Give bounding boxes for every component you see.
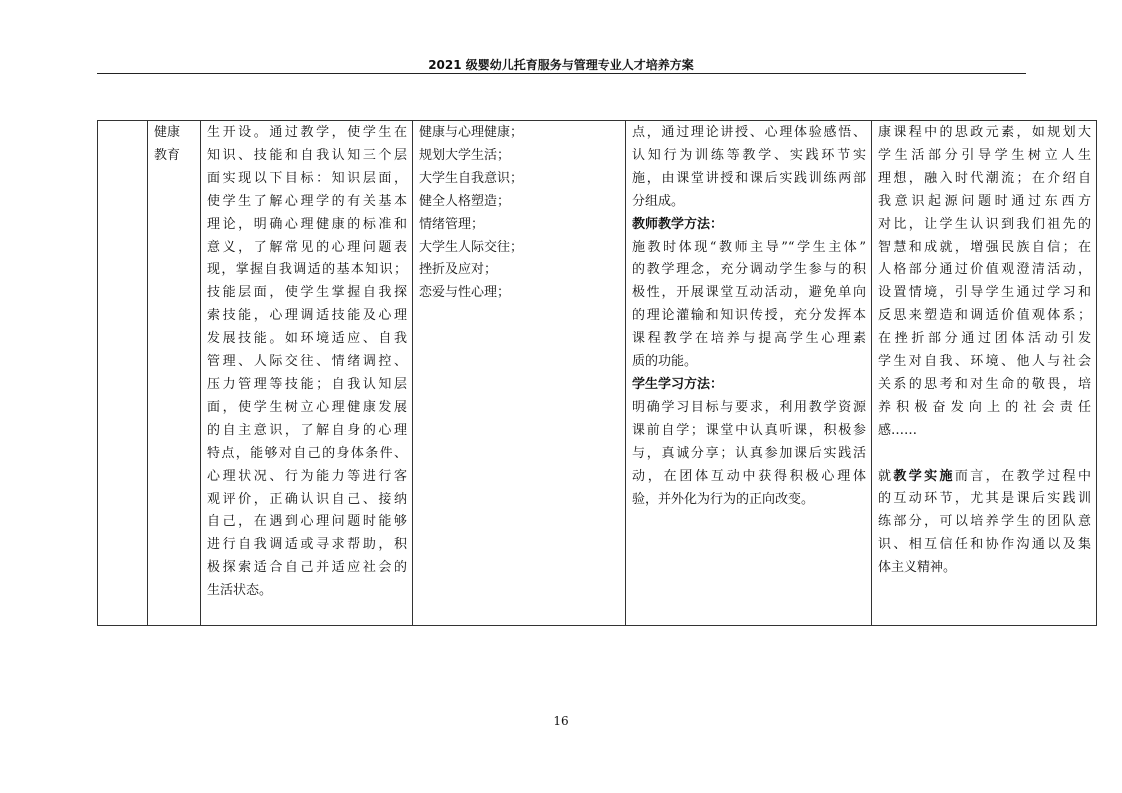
header-rule [97, 73, 1026, 74]
objectives-line: 面，使学生树立心理健康发展 [207, 399, 407, 415]
methods-intro-line: 施，由课堂讲授和课后实践训练两部 [632, 170, 866, 186]
ideology-line: 对比，让学生认识到我们祖先的 [878, 216, 1091, 232]
implementation-prefix: 就 [878, 468, 894, 484]
paragraph-gap [878, 443, 1091, 466]
implementation-line: 练部分，可以培养学生的团队意 [878, 514, 1091, 530]
ideology-line: 智慧和成就，增强民族自信；在 [878, 239, 1091, 255]
objectives-line: 管理、人际交往、情绪调控、 [207, 354, 407, 370]
ideology-line: 我意识起源问题时通过东西方 [878, 193, 1091, 209]
content-item: 健全人格塑造； [419, 193, 511, 209]
methods-intro-line: 点，通过理论讲授、心理体验感悟、 [632, 125, 866, 140]
content-item: 恋爱与性心理； [419, 285, 511, 301]
content-item: 挫折及应对； [419, 262, 498, 278]
teacher-method-heading: 教师教学方法： [632, 216, 724, 232]
objectives-line: 压力管理等技能；自我认知层 [207, 376, 407, 392]
ideology-line: 理想，融入时代潮流；在介绍自 [878, 170, 1091, 186]
implementation-first-rest: 而言，在教学过程中 [954, 468, 1091, 484]
objectives-line: 极探索适合自己并适应社会的 [207, 560, 407, 576]
objectives-line: 使学生了解心理学的有关基本 [207, 193, 407, 209]
objectives-line: 理论，明确心理健康的标准和 [207, 216, 407, 232]
teacher-method-line: 课程教学在培养与提高学生心理素 [632, 331, 866, 347]
teacher-method-line: 极性，开展课堂互动活动，避免单向 [632, 285, 866, 301]
ideology-line: 感…… [878, 422, 918, 438]
objectives-line: 发展技能。如环境适应、自我 [207, 331, 407, 347]
ideology-line: 人格部分通过价值观澄清活动， [878, 262, 1091, 278]
ideology-line: 关系的思考和对生命的敬畏，培 [878, 376, 1091, 392]
teacher-method-line: 质的功能。 [632, 354, 698, 370]
methods-intro-line: 分组成。 [632, 193, 685, 209]
student-method-line: 验，并外化为行为的正向改变。 [632, 491, 815, 507]
content-item: 情绪管理； [419, 216, 485, 232]
index-cell [98, 121, 148, 626]
objectives-line: 生活状态。 [207, 583, 273, 599]
implementation-line: 的互动环节，尤其是课后实践训 [878, 491, 1091, 507]
ideology-line: 设置情境，引导学生通过学习和 [878, 285, 1091, 301]
teacher-method-line: 的教学理念，充分调动学生参与的积 [632, 262, 866, 278]
ideology-line: 反思来塑造和调适价值观体系； [878, 308, 1091, 324]
content-item: 大学生自我意识； [419, 170, 524, 186]
course-name-line: 教育 [154, 147, 181, 163]
student-method-line: 动，在团体互动中获得积极心理体 [632, 468, 866, 484]
content-cell [413, 121, 626, 626]
objectives-line: 面实现以下目标：知识层面， [207, 170, 407, 186]
content-item: 大学生人际交往； [419, 239, 524, 255]
implementation-bold-term: 教学实施 [893, 468, 955, 484]
objectives-line: 特点，能够对自己的身体条件、 [207, 445, 407, 461]
student-method-line: 明确学习目标与要求，利用教学资源 [632, 399, 866, 415]
methods-intro-line: 认知行为训练等教学、实践环节实 [632, 147, 866, 163]
methods-cell [626, 121, 872, 626]
ideology-line: 康课程中的思政元素，如规划大 [878, 125, 1091, 140]
objectives-line: 进行自我调适或寻求帮助，积 [207, 537, 407, 553]
objectives-line: 生开设。通过教学，使学生在 [207, 125, 407, 140]
page-number: 16 [553, 714, 569, 728]
teacher-method-line: 施教时体现“教师主导”“学生主体” [632, 239, 866, 255]
curriculum-table [97, 120, 1097, 626]
implementation-line: 体主义精神。 [878, 560, 957, 576]
ideology-line: 养积极奋发向上的社会责任 [878, 399, 1091, 415]
objectives-line: 技能层面，使学生掌握自我探 [207, 285, 407, 301]
objectives-line: 心理状况、行为能力等进行客 [207, 468, 407, 484]
content-item: 规划大学生活； [419, 147, 511, 163]
objectives-line: 现，掌握自我调适的基本知识； [207, 262, 407, 278]
content-item: 健康与心理健康； [419, 125, 524, 140]
objectives-cell [201, 121, 413, 626]
student-method-line: 课前自学；课堂中认真听课，积极参 [632, 422, 866, 438]
objectives-line: 知识、技能和自我认知三个层 [207, 147, 407, 163]
student-method-line: 与，真诚分享；认真参加课后实践活 [632, 445, 866, 461]
implementation-first-line [878, 466, 1091, 489]
ideology-line: 学生活部分引导学生树立人生 [878, 147, 1091, 163]
ideology-line: 学生对自我、环境、他人与社会 [878, 354, 1091, 370]
student-method-heading: 学生学习方法： [632, 376, 724, 392]
objectives-line: 自己，在遇到心理问题时能够 [207, 514, 407, 530]
objectives-line: 索技能，心理调适技能及心理 [207, 308, 407, 324]
ideology-cell [872, 121, 1097, 626]
course-name-line: 健康 [154, 125, 181, 140]
teacher-method-line: 的理论灌输和知识传授，充分发挥本 [632, 308, 866, 324]
objectives-line: 意义，了解常见的心理问题表 [207, 239, 407, 255]
objectives-line: 的自主意识，了解自身的心理 [207, 422, 407, 438]
course-name-cell [148, 121, 201, 626]
objectives-line: 观评价，正确认识自己、接纳 [207, 491, 407, 507]
ideology-line: 在挫折部分通过团体活动引发 [878, 331, 1091, 347]
implementation-line: 识、相互信任和协作沟通以及集 [878, 537, 1091, 553]
document-header-title: 2021 级婴幼儿托育服务与管理专业人才培养方案 [428, 58, 694, 72]
table-row [98, 121, 1097, 626]
